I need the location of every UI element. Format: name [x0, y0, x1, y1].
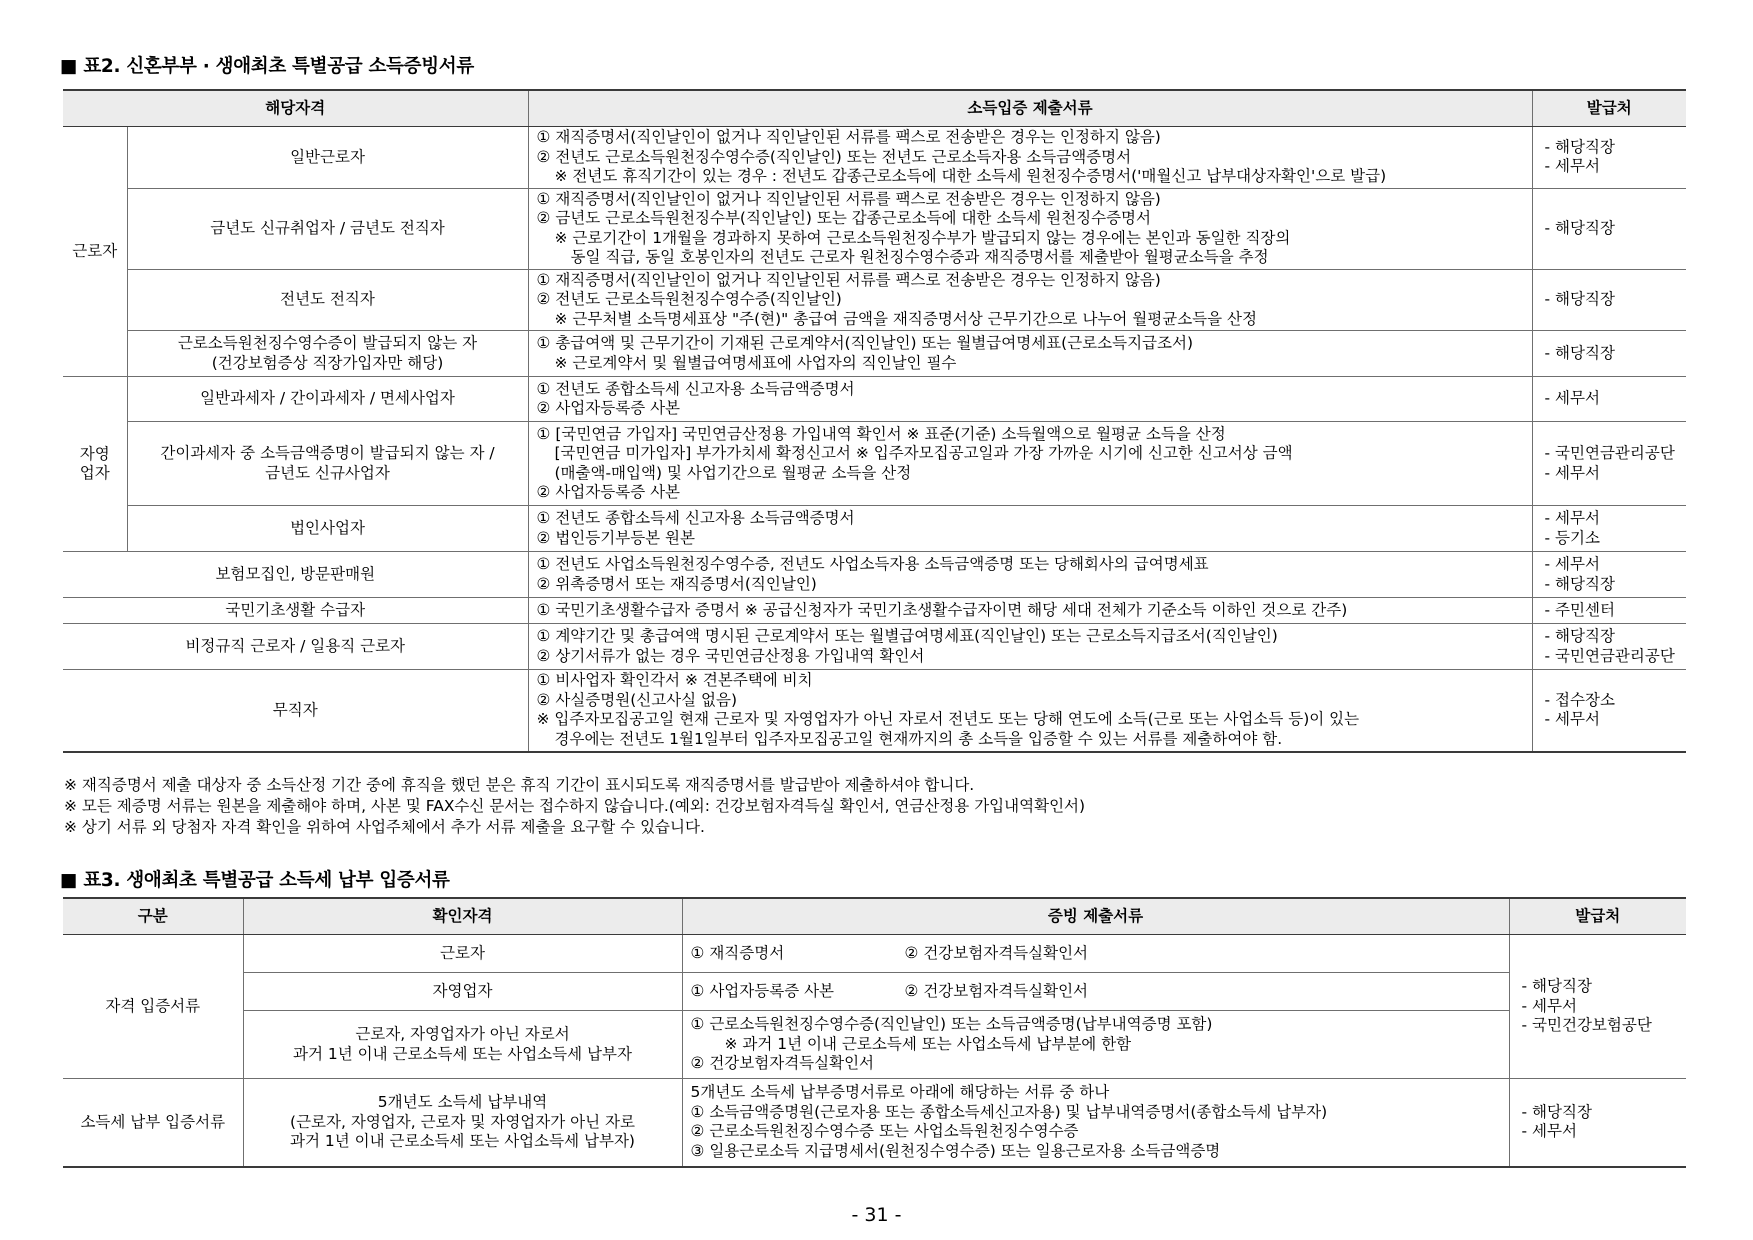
doc-line: ① 비사업자 확인각서 ※ 견본주택에 비치 [536, 671, 813, 690]
issuer-line: - 해당직장 [1544, 574, 1615, 593]
doc-line: ① 재직증명서(직인날인이 없거나 직인날인된 서류를 팩스로 전송받은 경우는 인정하지 않음) [536, 189, 1161, 208]
row-label: 근로자 [243, 935, 682, 973]
header-documents: 증빙 제출서류 [682, 898, 1509, 935]
row-documents [682, 935, 1509, 973]
issuer-line: - 해당직장 [1544, 343, 1615, 362]
row-issuer [1532, 377, 1686, 422]
doc-line: ① 소득금액증명원(근로자용 또는 종합소득세신고자용) 및 납부내역증명서(종합소득세 납부자) [690, 1102, 1328, 1121]
group-label: 자격 입증서류 [63, 935, 243, 1079]
row-documents [682, 1011, 1509, 1079]
page-number: - 31 - [851, 1204, 902, 1226]
row-documents [528, 670, 1532, 752]
table2-title: ■ 표2. 신혼부부 · 생애최초 특별공급 소득증빙서류 [60, 56, 474, 77]
row-label: 근로소득원천징수영수증이 발급되지 않는 자 (건강보험증상 직장가입자만 해당) [127, 331, 528, 377]
issuer-line: - 접수장소 [1544, 690, 1615, 709]
doc-line: ② 근로소득원천징수영수증 또는 사업소득원천징수영수증 [690, 1122, 1079, 1141]
doc-line: ① [국민연금 가입자] 국민연금산정용 가입내역 확인서 ※ 표준(기준) 소득월액으로 월평균 소득을 산정 [536, 424, 1226, 443]
issuer-line: - 해당직장 [1521, 1102, 1592, 1121]
row-label: 5개년도 소득세 납부내역 (근로자, 자영업자, 근로자 및 자영업자가 아닌 자로 과거 1년 이내 근로소득세 또는 사업소득세 납부자) [243, 1079, 682, 1167]
table-header-row [63, 90, 1686, 127]
issuer-line: - 국민연금관리공단 [1544, 646, 1675, 665]
table-row [63, 973, 1686, 1011]
header-issuer: 발급처 [1509, 898, 1686, 935]
row-documents [528, 269, 1532, 331]
doc-line: ① 총급여액 및 근무기간이 기재된 근로계약서(직인날인) 또는 월별급여명세표(근로소득지급조서) [536, 334, 1194, 352]
table-row [63, 188, 1686, 269]
row-documents [528, 188, 1532, 269]
doc-line: [국민연금 미가입자] 부가가치세 확정신고서 ※ 입주자모집공고일과 가장 가까운 시기에 신고한 신고서상 금액 [554, 444, 1293, 462]
row-label: 일반과세자 / 간이과세자 / 면세사업자 [127, 377, 528, 422]
doc-note: 동일 직급, 동일 호봉인자의 전년도 근로자 원천징수영수증과 재직증명서를 제출받아 월평균소득을 추정 [570, 248, 1269, 266]
table-header-row [63, 898, 1686, 935]
row-issuer [1532, 552, 1686, 598]
issuer-line: - 세무서 [1544, 555, 1600, 573]
worker-group-label: 근로자 [63, 127, 127, 377]
table-row [63, 624, 1686, 670]
doc-note: 경우에는 전년도 1월1일부터 입주자모집공고일 현재까지의 총 소득을 입증할 수 있는 서류를 제출하여야 함. [554, 729, 1283, 748]
row-documents [682, 1079, 1509, 1167]
table-row [63, 127, 1686, 189]
doc-line: ① 전년도 종합소득세 신고자용 소득금액증명서 [536, 379, 855, 398]
doc-line: ① 재직증명서(직인날인이 없거나 직인날인된 서류를 팩스로 전송받은 경우는 인정하지 않음) [536, 270, 1161, 289]
row-issuer [1532, 670, 1686, 752]
doc-line: ② 전년도 근로소득원천징수영수증(직인날인) 또는 전년도 근로소득자용 소득금액증명서 [536, 147, 1132, 166]
row-documents [528, 127, 1532, 189]
table-row [63, 598, 1686, 624]
doc-note: ※ 근로기간이 1개월을 경과하지 못하여 근로소득원천징수부가 발급되지 않는 경우에는 본인과 동일한 직장의 [554, 228, 1291, 247]
table-row [63, 422, 1686, 506]
table-row [63, 552, 1686, 598]
row-label: 자영업자 [243, 973, 682, 1011]
doc-line: ① 전년도 사업소득원천징수영수증, 전년도 사업소득자용 소득금액증명 또는 당해회사의 급여명세표 [536, 555, 1209, 573]
doc-line: ① 근로소득원천징수영수증(직인날인) 또는 소득금액증명(납부내역증명 포함) [690, 1015, 1213, 1034]
issuer-line: - 세무서 [1544, 157, 1600, 176]
row-issuer [1509, 1079, 1686, 1167]
doc-note: ※ 전년도 휴직기간이 있는 경우 : 전년도 갑종근로소득에 대한 소득세 원천징수증명서('매월신고 납부대상자확인'으로 발급) [554, 167, 1387, 185]
table3-title: ■ 표3. 생애최초 특별공급 소득세 납부 입증서류 [60, 870, 450, 891]
row-documents [528, 506, 1532, 552]
table-row [63, 670, 1686, 752]
row-documents [682, 973, 1509, 1011]
doc-item: ① 재직증명서 [690, 943, 785, 962]
issuer-line: - 주민센터 [1544, 600, 1615, 619]
doc-line: ② 상기서류가 없는 경우 국민연금산정용 가입내역 확인서 [536, 646, 925, 665]
row-label: 국민기초생활 수급자 [63, 598, 528, 624]
row-issuer [1532, 422, 1686, 506]
doc-item: ① 사업자등록증 사본 [690, 981, 835, 1000]
doc-line: ② 법인등기부등본 원본 [536, 528, 696, 547]
tax-payment-proof-table [63, 897, 1686, 1168]
row-issuer [1532, 331, 1686, 377]
income-proof-table [63, 89, 1686, 753]
doc-line: ① 국민기초생활수급자 증명서 ※ 공급신청자가 국민기초생활수급자이면 해당 세대 전체가 기준소득 이하인 것으로 간주) [536, 600, 1348, 619]
header-documents: 소득입증 제출서류 [528, 90, 1532, 127]
row-documents [528, 552, 1532, 598]
row-label: 일반근로자 [127, 127, 528, 189]
doc-line: ② 사실증명원(신고사실 없음) [536, 690, 738, 709]
row-label: 금년도 신규취업자 / 금년도 전직자 [127, 188, 528, 269]
doc-line: (매출액-매입액) 및 사업기간으로 월평균 소득을 산정 [554, 463, 912, 482]
table-row [63, 1079, 1686, 1167]
doc-line: ② 사업자등록증 사본 [536, 483, 681, 501]
row-documents [528, 624, 1532, 670]
doc-item: ② 건강보험자격득실확인서 [904, 981, 1089, 1000]
table-row [63, 331, 1686, 377]
doc-line: ② 전년도 근로소득원천징수영수증(직인날인) [536, 290, 842, 308]
header-category: 구분 [63, 898, 243, 935]
row-label: 비정규직 근로자 / 일용직 근로자 [63, 624, 528, 670]
row-label: 법인사업자 [127, 506, 528, 552]
doc-note: ※ 근무처별 소득명세표상 "주(현)" 총급여 금액을 재직증명서상 근무기간으로 나누어 월평균소득을 산정 [554, 309, 1258, 328]
row-label: 간이과세자 중 소득금액증명이 발급되지 않는 자 / 금년도 신규사업자 [127, 422, 528, 506]
row-issuer [1532, 598, 1686, 624]
table-row [63, 269, 1686, 331]
doc-line: ① 재직증명서(직인날인이 없거나 직인날인된 서류를 팩스로 전송받은 경우는 인정하지 않음) [536, 128, 1161, 146]
doc-line: ② 사업자등록증 사본 [536, 399, 681, 417]
row-label: 전년도 전직자 [127, 269, 528, 331]
table-row [63, 1011, 1686, 1079]
note-line: ※ 재직증명서 제출 대상자 중 소득산정 기간 중에 휴직을 했던 분은 휴직 기간이 표시되도록 재직증명서를 발급받아 제출하셔야 합니다. [64, 776, 975, 794]
issuer-line: - 국민연금관리공단 [1544, 444, 1675, 462]
issuer-line: - 세무서 [1544, 710, 1600, 729]
issuer-line: - 세무서 [1544, 509, 1600, 527]
doc-line: ② 위촉증명서 또는 재직증명서(직인날인) [536, 574, 817, 593]
group-label: 소득세 납부 입증서류 [63, 1079, 243, 1167]
issuer-line: - 세무서 [1521, 996, 1577, 1015]
doc-line: ① 전년도 종합소득세 신고자용 소득금액증명서 [536, 509, 855, 527]
issuer-line: - 해당직장 [1544, 290, 1615, 308]
row-issuer [1532, 269, 1686, 331]
row-documents [528, 422, 1532, 506]
row-issuer [1532, 506, 1686, 552]
doc-line: ① 계약기간 및 총급여액 명시된 근로계약서 또는 월별급여명세표(직인날인) 또는 근로소득지급조서(직인날인) [536, 627, 1278, 645]
row-documents [528, 331, 1532, 377]
row-issuer [1532, 127, 1686, 189]
issuer-line: - 해당직장 [1544, 218, 1615, 237]
doc-line: 5개년도 소득세 납부증명서류로 아래에 해당하는 서류 중 하나 [690, 1083, 1110, 1102]
row-issuer [1532, 624, 1686, 670]
doc-note: ※ 입주자모집공고일 현재 근로자 및 자영업자가 아닌 자로서 전년도 또는 당해 연도에 소득(근로 또는 사업소득 등)이 있는 [536, 710, 1360, 729]
row-label: 보험모집인, 방문판매원 [63, 552, 528, 598]
header-issuer: 발급처 [1532, 90, 1686, 127]
doc-note: ※ 근로계약서 및 월별급여명세표에 사업자의 직인날인 필수 [554, 353, 957, 372]
table-row [63, 377, 1686, 422]
row-issuer [1532, 188, 1686, 269]
issuer-line: - 해당직장 [1544, 627, 1615, 645]
issuer-line: - 국민건강보험공단 [1521, 1016, 1652, 1035]
issuer-line: - 세무서 [1521, 1122, 1577, 1141]
issuer-line: - 세무서 [1544, 463, 1600, 482]
notes-block [64, 775, 1085, 838]
table-row [63, 506, 1686, 552]
doc-line: ② 금년도 근로소득원천징수부(직인날인) 또는 갑종근로소득에 대한 소득세 원천징수증명서 [536, 209, 1151, 227]
issuer-line: - 등기소 [1544, 528, 1600, 547]
doc-line: ② 건강보험자격득실확인서 [690, 1054, 875, 1073]
issuer-line: - 해당직장 [1521, 977, 1592, 996]
note-line: ※ 모든 제증명 서류는 원본을 제출해야 하며, 사본 및 FAX수신 문서는 접수하지 않습니다.(예외: 건강보험자격득실 확인서, 연금산정용 가입내역확인서) [64, 797, 1086, 815]
row-label: 무직자 [63, 670, 528, 752]
note-line: ※ 상기 서류 외 당첨자 자격 확인을 위하여 사업주체에서 추가 서류 제출을 요구할 수 있습니다. [64, 818, 705, 836]
row-documents [528, 598, 1532, 624]
doc-line: ③ 일용근로소득 지급명세서(원천징수영수증) 또는 일용근로자용 소득금액증명 [690, 1141, 1221, 1160]
header-qualification: 해당자격 [63, 90, 528, 127]
row-label: 근로자, 자영업자가 아닌 자로서 과거 1년 이내 근로소득세 또는 사업소득세 납부자 [243, 1011, 682, 1079]
header-qualification: 확인자격 [243, 898, 682, 935]
row-documents [528, 377, 1532, 422]
table-row [63, 935, 1686, 973]
doc-note: ※ 과거 1년 이내 근로소득세 또는 사업소득세 납부분에 한함 [724, 1034, 1132, 1053]
group-issuer [1509, 935, 1686, 1079]
doc-item: ② 건강보험자격득실확인서 [904, 943, 1089, 962]
self-employed-group-label: 자영 업자 [63, 377, 127, 552]
issuer-line: - 세무서 [1544, 389, 1600, 408]
issuer-line: - 해당직장 [1544, 137, 1615, 156]
